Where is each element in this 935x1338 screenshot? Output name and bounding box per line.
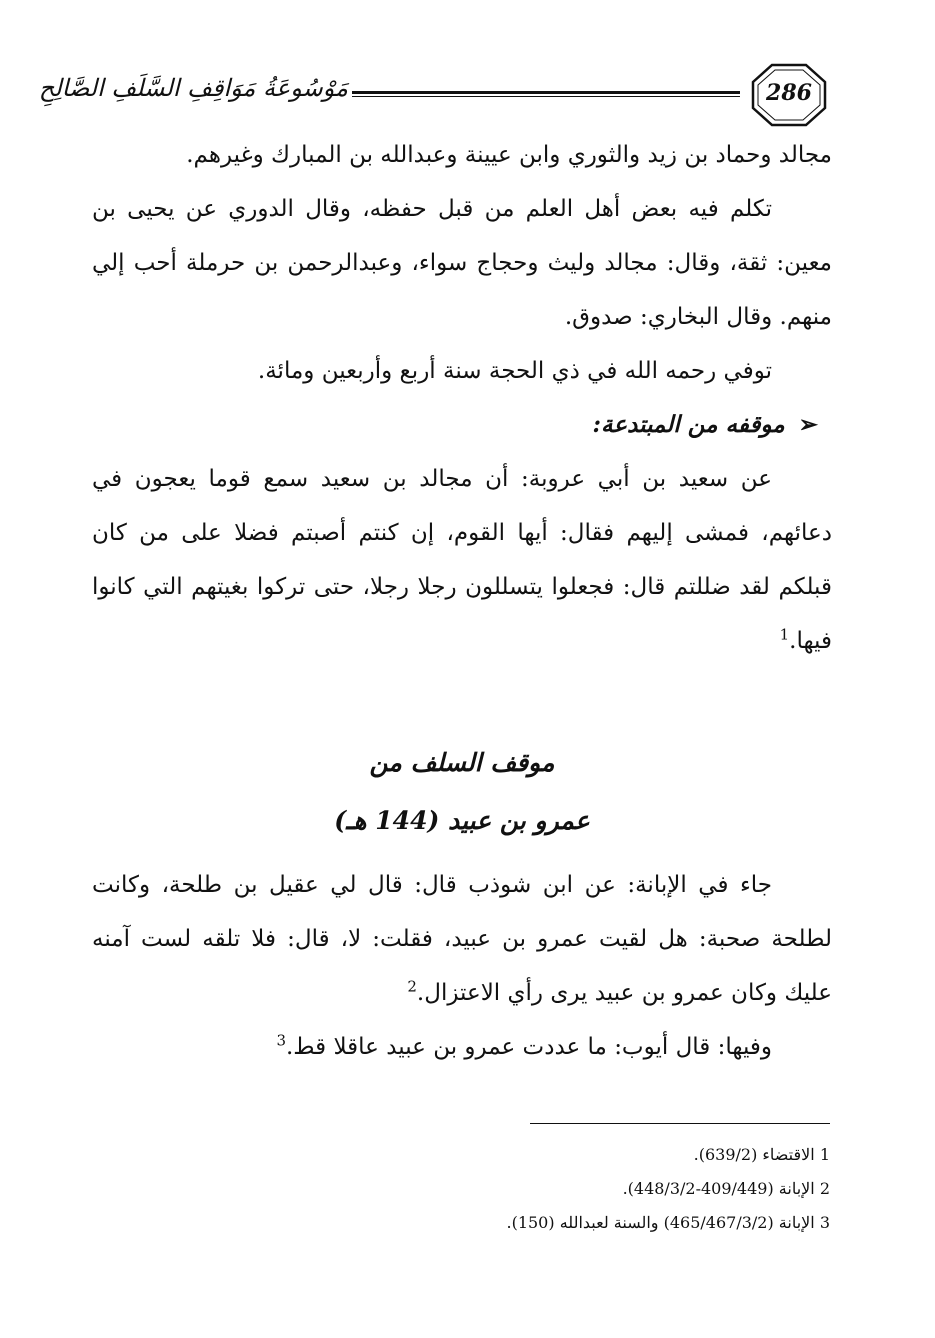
footnote-text: الإبانة (465/467/3/2) والسنة لعبدالله (150). xyxy=(506,1213,815,1232)
subheading-text: موقفه من المبتدعة: xyxy=(592,411,785,438)
footnote-ref: 2 xyxy=(407,977,417,996)
section-title-line2: عمرو بن عبيد (144 هـ) xyxy=(334,806,590,835)
main-text-block xyxy=(92,128,832,668)
paragraph-ayyub xyxy=(92,1020,832,1074)
paragraph-grading: تكلم فيه بعض أهل العلم من قبل حفظه، وقال الدوري عن يحيى بن معين: ثقة، وقال: مجالد وليث وحجاج سواء، وعبدالرحمن بن حرملة أحب إلي منهم. وقال البخاري: صدوق. xyxy=(92,196,832,330)
paragraph-ibana xyxy=(92,858,832,1020)
page-header xyxy=(38,62,832,128)
page-number-badge xyxy=(750,62,828,128)
ayyub-text: وفيها: قال أيوب: ما عددت عمرو بن عبيد عاقلا قط. xyxy=(286,1034,772,1060)
footnote-number: 2 xyxy=(819,1179,830,1198)
paragraph-narration xyxy=(92,452,832,668)
paragraph-continuation: مجالد وحماد بن زيد والثوري وابن عيينة وعبدالله بن المبارك وغيرهم. xyxy=(186,142,832,168)
book-title: مَوْسُوعَةُ مَوَاقِفِ السَّلَفِ الصَّالِحِ xyxy=(38,74,348,102)
footnote-separator xyxy=(530,1123,830,1124)
footnote-3 xyxy=(300,1206,830,1240)
header-rule xyxy=(352,91,740,100)
paragraph-death: توفي رحمه الله في ذي الحجة سنة أربع وأربعين ومائة. xyxy=(257,358,772,384)
page-number: 286 xyxy=(766,80,812,106)
footnote-ref: 3 xyxy=(276,1031,286,1050)
section-title-line1: موقف السلف من xyxy=(369,748,555,777)
narration-text: عن سعيد بن أبي عروبة: أن مجالد بن سعيد سمع قوما يعجون في دعائهم، فمشى إليهم فقال: أيها القوم، إن كنتم أصبتم فضلا على من كان قبلكم لقد ضللتم قال: فجعلوا يتسللون رجلا رجلا، حتى تركوا بغيتهم التي كانوا فيها. xyxy=(92,466,832,654)
ibana-text: جاء في الإبانة: عن ابن شوذب قال: قال لي عقيل بن طلحة، وكانت لطلحة صحبة: هل لقيت عمرو بن عبيد، فقلت: لا، قال: فلا تلقه لست آمنه عليك وكان عمرو بن عبيد يرى رأي الاعتزال. xyxy=(92,872,832,1006)
footnote-number: 1 xyxy=(819,1145,830,1164)
footnote-text: الإبانة (409/449-448/3/2). xyxy=(622,1179,815,1198)
footnote-2 xyxy=(300,1172,830,1206)
arrow-bullet-icon: ➢ xyxy=(798,411,818,438)
subheading xyxy=(92,398,832,452)
footnotes xyxy=(300,1138,830,1240)
footnote-ref: 1 xyxy=(779,625,790,644)
footnote-number: 3 xyxy=(819,1213,830,1232)
footnote-1 xyxy=(300,1138,830,1172)
second-text-block xyxy=(92,858,832,1074)
footnote-text: الاقتضاء (639/2). xyxy=(693,1145,815,1164)
